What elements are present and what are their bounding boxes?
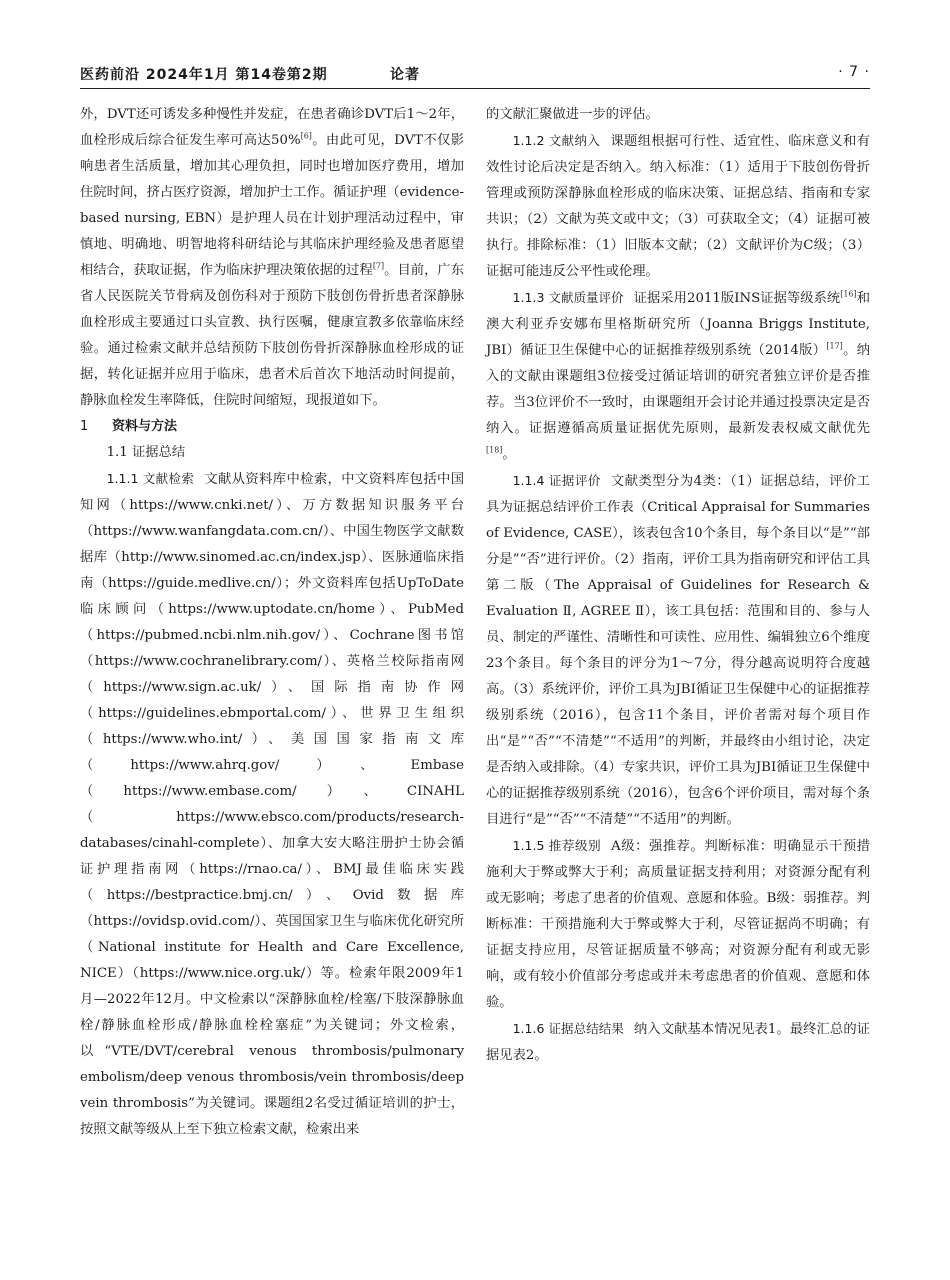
section-heading-1 bbox=[80, 414, 464, 440]
paragraph-1-1-4 bbox=[486, 468, 870, 833]
section-number: 1 bbox=[80, 419, 89, 434]
citation-7[interactable]: [7] bbox=[372, 261, 385, 271]
heading-1-1-6: 1.1.6 证据总结结果 bbox=[512, 1021, 624, 1036]
running-header bbox=[80, 62, 870, 89]
paragraph-1-1-1 bbox=[80, 466, 464, 1143]
text-1-1-5: A级：强推荐。判断标准：明确显示干预措施利大于弊或弊大于利；高质量证据支持利用；对资源分配有利或无影响；考虑了患者的价值观、意愿和体验。B级：弱推荐。判断标准：干预措施利大于弊或弊大于利，尽管证据尚不明确；有证据支持应用，尽管证据质量不够高；对资源分配有利或无影响，或有较小价值部分考虑或并未考虑患者的价值观、意愿和体验。 bbox=[486, 839, 871, 1010]
intro-text-2: 。由此可见，DVT不仅影响患者生活质量，增加其心理负担，同时也增加医疗费用，增加住院时间，挤占医疗资源，增加护士工作。循证护理（evidence-based nursing, EBN）是护理人员在计划护理活动过程中，审慎地、明确地、明智地将科研结论与其临床护理经验及患者愿望相结合，获取证据，作为临床护理决策依据的过程 bbox=[80, 133, 464, 278]
left-column bbox=[80, 102, 464, 1143]
intro-text-3: 。目前，广东省人民医院关节骨病及创伤科对于预防下肢创伤骨折患者深静脉血栓形成主要通过口头宣教、执行医嘱，健康宣教多依靠临床经验。通过检索文献并总结预防下肢创伤骨折深静脉血栓形成的证据，转化证据并应用于临床，患者术后首次下地活动时间提前，静脉血栓发生率降低，住院时间缩短，现报道如下。 bbox=[80, 263, 465, 408]
text-1-1-3b: 和澳大利亚乔安娜布里格斯研究所（Joanna Briggs Institute, JBI）循证卫生保健中心的证据推荐级别系统（2014版） bbox=[486, 291, 871, 358]
paragraph-1-1-2 bbox=[486, 128, 870, 285]
right-column bbox=[486, 102, 870, 1069]
text-1-1-3d: 。 bbox=[502, 447, 516, 462]
section-label: 论著 bbox=[390, 67, 420, 83]
paragraph-1-1-6 bbox=[486, 1016, 870, 1069]
page-number: · 7 · bbox=[838, 64, 870, 80]
text-1-1-2: 课题组根据可行性、适宜性、临床意义和有效性讨论后决定是否纳入。纳入标准：（1）适用于下肢创伤骨折管理或预防深静脉血栓形成的临床决策、证据总结、指南和专家共识；（2）文献为英文或中文；（3）可获取全文；（4）证据可被执行。排除标准：（1）旧版本文献；（2）文献评价为C级；（3）证据可能违反公平性或伦理。 bbox=[486, 134, 870, 279]
citation-16[interactable]: [16] bbox=[840, 289, 857, 299]
citation-17[interactable]: [17] bbox=[826, 341, 843, 351]
paragraph-1-1-3 bbox=[486, 285, 870, 468]
intro-text-1: 外，DVT还可诱发多种慢性并发症，在患者确诊DVT后1～2年，血栓形成后综合征发生率可高达50% bbox=[80, 107, 464, 148]
text-1-1-6: 纳入文献基本情况见表1。最终汇总的证据见表2。 bbox=[486, 1022, 871, 1063]
heading-1-1-1: 1.1.1 文献检索 bbox=[106, 471, 195, 486]
section-title: 资料与方法 bbox=[112, 419, 178, 434]
text-1-1-3a: 证据采用2011版INS证据等级系统 bbox=[633, 291, 841, 306]
intro-paragraph bbox=[80, 102, 464, 414]
subsection-heading-1-1: 1.1 证据总结 bbox=[106, 445, 186, 460]
heading-1-1-3: 1.1.3 文献质量评价 bbox=[512, 290, 624, 305]
continued-paragraph: 的文献汇聚做进一步的评估。 bbox=[486, 107, 659, 122]
journal-info: 医药前沿 2024年1月 第14卷第2期 bbox=[80, 67, 328, 83]
text-1-1-4: 文献类型分为4类：（1）证据总结，评价工具为证据总结评价工作表（Critical Appraisal for Summaries of Evidence, CASE），该表包含10个条目，每个条目以“是”“部分是”“否”进行评价。（2）指南，评价工具为指南研究和评估工具第二版（The Appraisal of Guidelines for Research & Evaluation Ⅱ, AGREE Ⅱ），该工具包括：范围和目的、参与人员、制定的严谨性、清晰性和可读性、应用性、编辑独立6个维度23个条目。每个条目的评分为1～7分，得分越高说明符合度越高。（3）系统评价，评价工具为JBI循证卫生保健中心的证据推荐级别系统（2016），包含11个条目，评价者需对每个项目作出“是”“否”“不清楚”“不适用”的判断，并最终由小组讨论，决定是否纳入或排除。（4）专家共识，评价工具为JBI循证卫生保健中心的证据推荐级别系统（2016），包含6个评价项目，需对每个条目进行“是”“否”“不清楚”“不适用”的判断。 bbox=[486, 474, 870, 827]
citation-18[interactable]: [18] bbox=[486, 445, 503, 455]
text-1-1-1: 文献从资料库中检索，中文资料库包括中国知网（https://www.cnki.net/）、万方数据知识服务平台（https://www.wanfangdata.com.cn/）、中国生物医学文献数据库（http://www.sinomed.ac.cn/index.jsp）、医脉通临床指南（https://guide.medlive.cn/）；外文资料库包括UpToDate临床顾问（https://www.uptodate.cn/home）、PubMed（https://pubmed.ncbi.nlm.nih.gov/）、Cochrane图书馆（https://www.cochranelibrary.com/）、英格兰校际指南网（https://www.sign.ac.uk/）、国际指南协作网（https://guidelines.ebmportal.com/）、世界卫生组织（https://www.who.int/）、美国国家指南文库（https://www.ahrq.gov/）、Embase（https://www.embase.com/）、CINAHL（https://www.ebsco.com/products/research-databases/cinahl-complete）、加拿大安大略注册护士协会循证护理指南网（https://rnao.ca/）、BMJ最佳临床实践（https://bestpractice.bmj.cn/）、Ovid数据库（https://ovidsp.ovid.com/）、英国国家卫生与临床优化研究所（National institute for Health and Care Excellence, NICE）（https://www.nice.org.uk/）等。检索年限2009年1月—2022年12月。中文检索以“深静脉血栓/栓塞/下肢深静脉血栓/静脉血栓形成/静脉血栓栓塞症”为关键词；外文检索，以“VTE/DVT/cerebral venous thrombosis/pulmonary embolism/deep venous thrombosis/vein thrombosis/deep vein thrombosis”为关键词。课题组2名受过循证培训的护士，按照文献等级从上至下独立检索文献，检索出来 bbox=[80, 472, 464, 1137]
text-1-1-3c: 。纳入的文献由课题组3位接受过循证培训的研究者独立评价是否推荐。当3位评价不一致时，由课题组开会讨论并通过投票决定是否纳入。证据遵循高质量证据优先原则，最新发表权威文献优先 bbox=[486, 343, 870, 436]
heading-1-1-4: 1.1.4 证据评价 bbox=[512, 473, 601, 488]
heading-1-1-2: 1.1.2 文献纳入 bbox=[512, 133, 601, 148]
paragraph-1-1-5 bbox=[486, 833, 870, 1016]
citation-6[interactable]: [6] bbox=[300, 131, 312, 141]
heading-1-1-5: 1.1.5 推荐级别 bbox=[512, 838, 602, 853]
